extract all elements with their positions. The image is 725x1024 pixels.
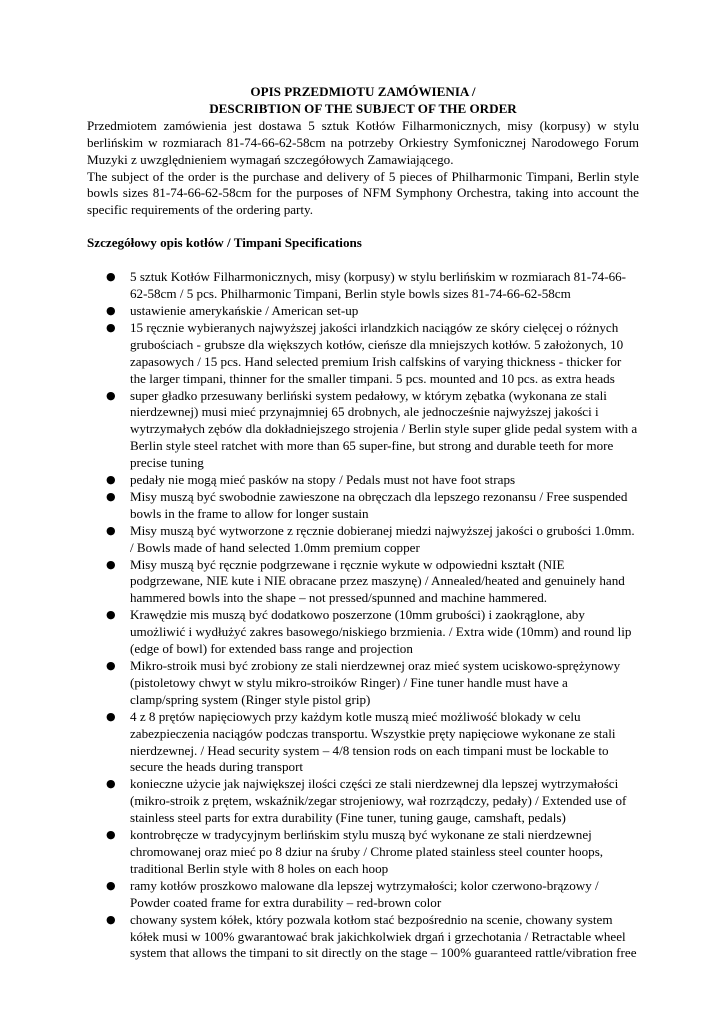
bullet-dot-icon: ● xyxy=(106,878,116,892)
bullet-dot-icon: ● xyxy=(106,473,116,487)
spec-item-text: ramy kotłów proszkowo malowane dla lepszej wytrzymałości; kolor czerwono-brązowy / Powder coated frame for extra durability – red-brown color xyxy=(130,877,599,910)
spec-list-item xyxy=(87,523,639,557)
spec-item-text: Mikro-stroik musi być zrobiony ze stali nierdzewnej oraz mieć system uciskowo-sprężynowy (pistoletowy chwyt w stylu mikro-stroików Ringer) / Fine tuner handle must have a clamp/spring system (Ringer style pistol grip) xyxy=(130,658,621,707)
bullet-dot-icon: ● xyxy=(106,523,116,537)
spec-item-text: 15 ręcznie wybieranych najwyższej jakości irlandzkich naciągów ze skóry cielęcej o różnych grubościach - grubsze dla większych kotłów, cieńsze dla mniejszych kotłów. 5 założonych, 10 zapasowych / 15 pcs. Hand selected premium Irish calfskins of varying thickness - thicker for the larger timpani, thinner for the smaller timpani. 5 pcs. mounted and 10 pcs. as extra heads xyxy=(130,319,624,386)
spec-list-item xyxy=(87,658,639,709)
spec-item-text: kontrobręcze w tradycyjnym berlińskim stylu muszą być wykonane ze stali nierdzewnej chromowanej oraz mieć po 8 dziur na śruby / Chrome plated stainless steel counter hoops, traditional Berlin style with 8 holes on each hoop xyxy=(130,827,604,876)
spec-item-text: konieczne użycie jak największej ilości części ze stali nierdzewnej dla lepszej wytrzymałości (mikro-stroik z prętem, wskaźnik/zegar strojeniowy, wał rozrządczy, pedały) / Extended use of stainless steel parts for extra durability (Fine tuner, tuning gauge, camshaft, pedals) xyxy=(130,776,627,826)
specifications-list xyxy=(87,269,639,962)
spec-item-text: Misy muszą być wytworzone z ręcznie dobieranej miedzi najwyższej jakości o grubości 1.0mm. / Bowls made of hand selected 1.0mm premium copper xyxy=(130,522,635,555)
bullet-dot-icon: ● xyxy=(106,659,116,672)
spec-list-item xyxy=(87,269,639,303)
bullet-dot-icon: ● xyxy=(106,388,116,402)
spec-item-text: ustawienie amerykańskie / American set-up xyxy=(130,302,359,318)
spec-list-item xyxy=(87,388,639,473)
spec-list-item xyxy=(87,709,639,777)
intro-paragraph-english: The subject of the order is the purchase and delivery of 5 pieces of Philharmonic Timpani, Berlin style bowls sizes 81-74-66-62-58cm for the purposes of NFM Symphony Orchestra, taking into account the specific requirements of the ordering party. xyxy=(87,168,639,218)
bullet-dot-icon: ● xyxy=(106,828,116,842)
spec-item-text: chowany system kółek, który pozwala kotłom stać bezpośrednio na scenie, chowany system kółek musi w 100% gwarantować brak jakichkolwiek drgań i grzechotania / Retractable wheel system that allows the timpani to sit directly on the stage – 100% guaranteed rattle/vibration free xyxy=(130,911,637,961)
bullet-dot-icon: ● xyxy=(106,270,116,284)
spec-list-item xyxy=(87,607,639,658)
bullet-dot-icon: ● xyxy=(106,777,116,791)
spec-list-item xyxy=(87,878,639,912)
intro-paragraph-polish: Przedmiotem zamówienia jest dostawa 5 sztuk Kotłów Filharmonicznych, misy (korpusy) w stylu berlińskim w rozmiarach 81-74-66-62-58cm na potrzeby Orkiestry Symfonicznej Narodowego Forum Muzyki z uwzględnieniem wymagań szczegółowych Zamawiającego. xyxy=(87,117,639,167)
specifications-heading: Szczegółowy opis kotłów / Timpani Specifications xyxy=(87,235,362,251)
bullet-dot-icon: ● xyxy=(106,303,116,317)
spec-item-text: 4 z 8 prętów napięciowych przy każdym kotle muszą mieć możliwość blokady w celu zabezpieczenia naciągów podczas transportu. Wszystkie pręty napięciowe wykonane ze stali nierdzewnej. / Head security system – 4/8 tension rods on each timpani must be lockable to secure the heads during transport xyxy=(130,708,616,775)
bullet-dot-icon: ● xyxy=(106,320,116,334)
spec-item-text: 5 sztuk Kotłów Filharmonicznych, misy (korpusy) w stylu berlińskim w rozmiarach 81-74-66-62-58cm / 5 pcs. Philharmonic Timpani, Berlin style bowls sizes 81-74-66-62-58cm xyxy=(130,269,627,302)
spec-list-item xyxy=(87,557,639,608)
spec-list-item xyxy=(87,827,639,878)
spec-list-item xyxy=(87,489,639,523)
bullet-dot-icon: ● xyxy=(106,489,116,503)
document-page xyxy=(87,84,639,962)
bullet-dot-icon: ● xyxy=(106,608,116,622)
spec-list-item xyxy=(87,320,639,388)
bullet-dot-icon: ● xyxy=(106,912,116,926)
spec-item-text: super gładko przesuwany berliński system pedałowy, w którym zębatka (wykonana ze stali nierdzewnej) musi mieć przynajmniej 65 drobnych, ale jednocześnie najwyższej jakości i wytrzymałych zębów dla dokładniejszego strojenia / Berlin style super glide pedal system with a Berlin style steel ratchet with more than 65 super-fine, but strong and durable teeth for more precise tuning xyxy=(130,387,638,471)
spec-list-item xyxy=(87,472,639,489)
spacer xyxy=(87,219,639,235)
spec-item-text: Misy muszą być swobodnie zawieszone na obręczach dla lepszego rezonansu / Free suspended bowls in the frame to allow for longer sustain xyxy=(130,488,628,521)
bullet-dot-icon: ● xyxy=(106,557,116,571)
spec-list-item xyxy=(87,303,639,320)
bullet-dot-icon: ● xyxy=(106,709,116,723)
document-title-english: DESCRIBTION OF THE SUBJECT OF THE ORDER xyxy=(209,100,517,116)
document-title-polish: OPIS PRZEDMIOTU ZAMÓWIENIA / xyxy=(250,84,476,99)
spec-list-item xyxy=(87,776,639,827)
spec-item-text: Krawędzie mis muszą być dodatkowo poszerzone (10mm grubości) i zaokrąglone, aby umożliwić i wydłużyć zakres basowego/niskiego brzmienia. / Extra wide (10mm) and round lip (edge of bowl) for extended bass range and projection xyxy=(130,607,632,657)
spec-item-text: pedały nie mogą mieć pasków na stopy / Pedals must not have foot straps xyxy=(130,472,516,488)
spec-item-text: Misy muszą być ręcznie podgrzewane i ręcznie wykute w odpowiedni kształt (NIE podgrzewane, NIE kute i NIE obracane przez maszynę) / Annealed/heated and genuinely hand hammered bowls into the shape – not pressed/spunned and machine hammered. xyxy=(130,556,625,606)
spec-list-item xyxy=(87,912,639,963)
